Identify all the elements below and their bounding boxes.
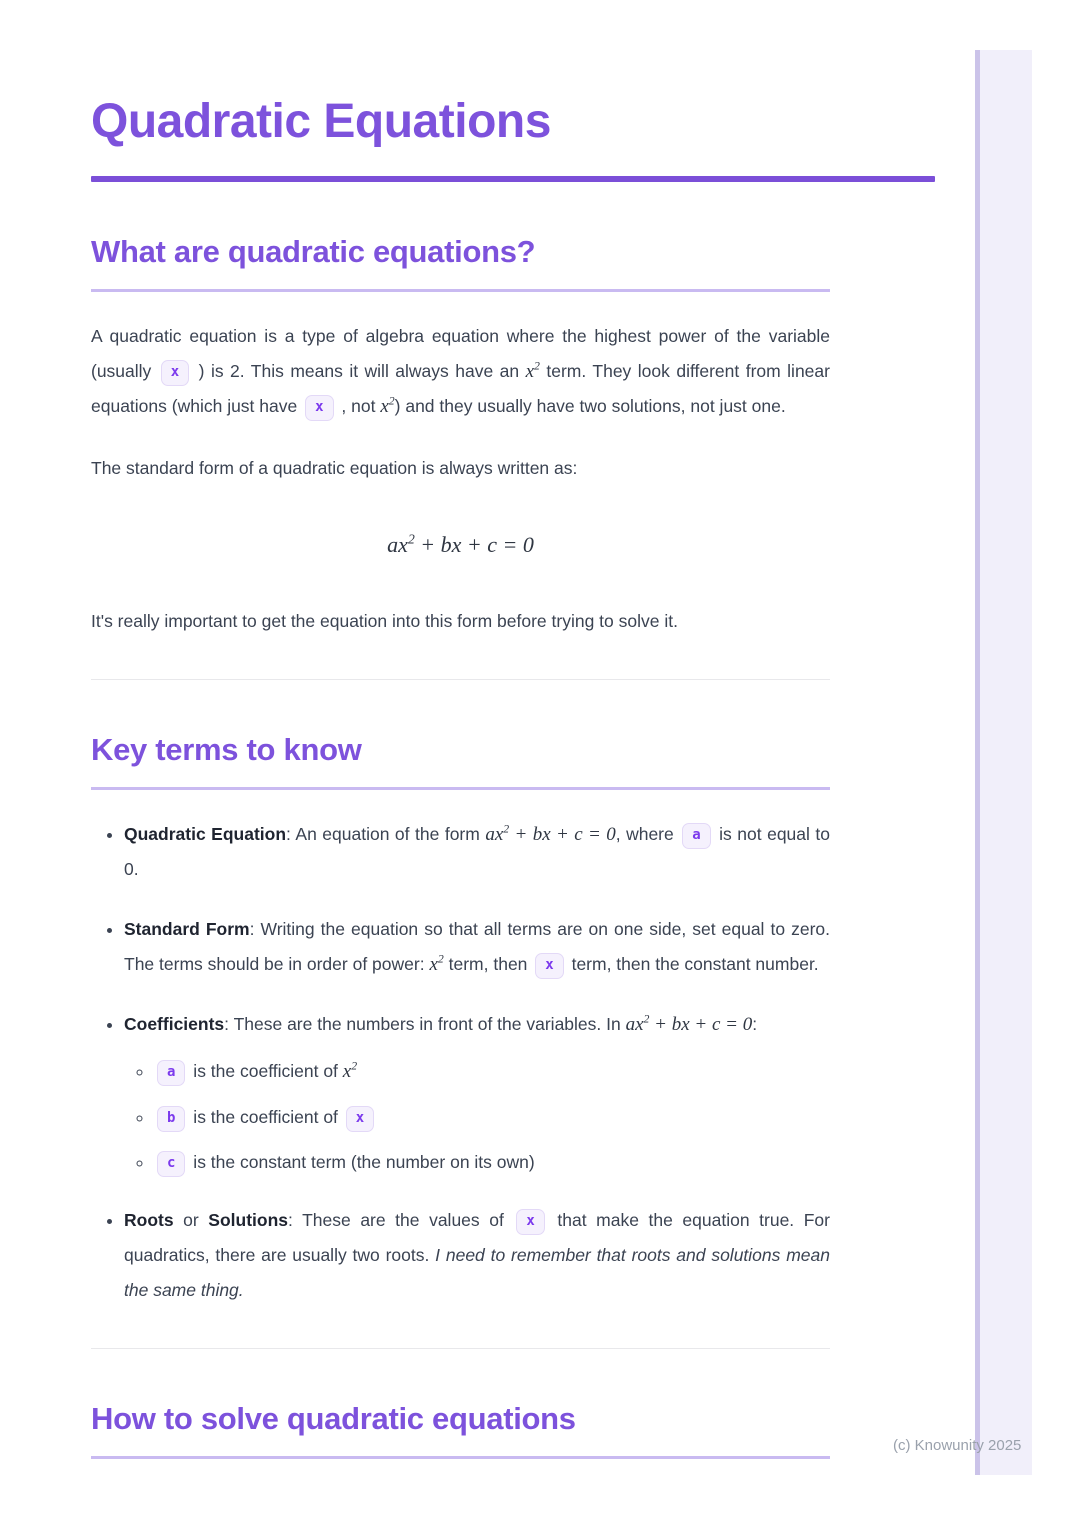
intro-paragraph-1: A quadratic equation is a type of algebra equation where the highest power of the variable (usually x ) is 2. This means it will always have an $x^2$ term. They look different from linear equations (which just have x , not $x^2$) and they usually have two solutions, not just one. xyxy=(91,319,830,424)
inline-code-chip: x xyxy=(535,953,563,979)
inline-code-chip: c xyxy=(157,1151,185,1177)
page-title: Quadratic Equations xyxy=(91,95,551,148)
section-heading-what-are-quadratic-equations: What are quadratic equations? xyxy=(91,234,830,292)
inline-code-chip: b xyxy=(157,1106,185,1132)
math-expression: $ax^2$ + bx + c = 0 xyxy=(625,1012,753,1035)
section-heading-how-to-solve: How to solve quadratic equations xyxy=(91,1401,830,1459)
math-expression: $ax^2$ + bx + c = 0 xyxy=(485,822,616,845)
inline-code-chip: a xyxy=(157,1060,185,1086)
math-expression: $x^2$ xyxy=(342,1059,358,1082)
math-expression: $x^2$ xyxy=(380,394,395,417)
list-item-coefficients xyxy=(124,1007,830,1178)
title-divider-rule xyxy=(91,176,935,182)
sub-item-c: ◦ c is the constant term (the number on its own) xyxy=(154,1146,830,1178)
inline-code-chip: x xyxy=(161,360,189,386)
section-divider xyxy=(91,1348,830,1349)
document-body xyxy=(91,0,830,1459)
math-expression: $x^2$ xyxy=(525,359,540,382)
inline-code-chip: x xyxy=(346,1106,374,1132)
copyright-footer: (c) Knowunity 2025 xyxy=(893,1437,1022,1454)
sub-item-b: ◦ b is the coefficient of x xyxy=(154,1101,830,1133)
inline-code-chip: x xyxy=(305,395,333,421)
intro-paragraph-3: It's really important to get the equation into this form before trying to solve it. xyxy=(91,610,678,631)
math-expression: $ax^2$ + bx + c = 0 xyxy=(387,531,534,557)
list-item-coefficients-text: Coefficients: These are the numbers in front of the variables. In $ax^2$ + bx + c = 0: xyxy=(124,1012,758,1035)
list-item-quadratic-equation: • Quadratic Equation: An equation of the form $ax^2$ + bx + c = 0, where a is not equal to 0. xyxy=(124,817,830,887)
key-terms-list xyxy=(91,817,830,1308)
inline-code-chip: a xyxy=(682,823,710,849)
list-item-roots: • Roots or Solutions: These are the values of x that make the equation true. For quadratics, there are usually two roots. I need to remember that roots and solutions mean the same thing. xyxy=(124,1203,830,1308)
math-expression: $x^2$ xyxy=(429,952,444,975)
section-heading-key-terms: Key terms to know xyxy=(91,732,830,790)
sub-item-a: ◦ a is the coefficient of $x^2$ xyxy=(154,1055,830,1088)
scrollbar-track[interactable] xyxy=(975,50,1032,1475)
standard-form-formula xyxy=(91,532,830,558)
inline-code-chip: x xyxy=(516,1209,544,1235)
coefficients-sub-list xyxy=(124,1055,830,1178)
intro-paragraph-2: The standard form of a quadratic equation is always written as: xyxy=(91,457,578,478)
section-divider xyxy=(91,679,830,680)
list-item-standard-form: • Standard Form: Writing the equation so that all terms are on one side, set equal to zero. The terms should be in order of power: $x^2$ term, then x term, then the constant number. xyxy=(124,912,830,982)
